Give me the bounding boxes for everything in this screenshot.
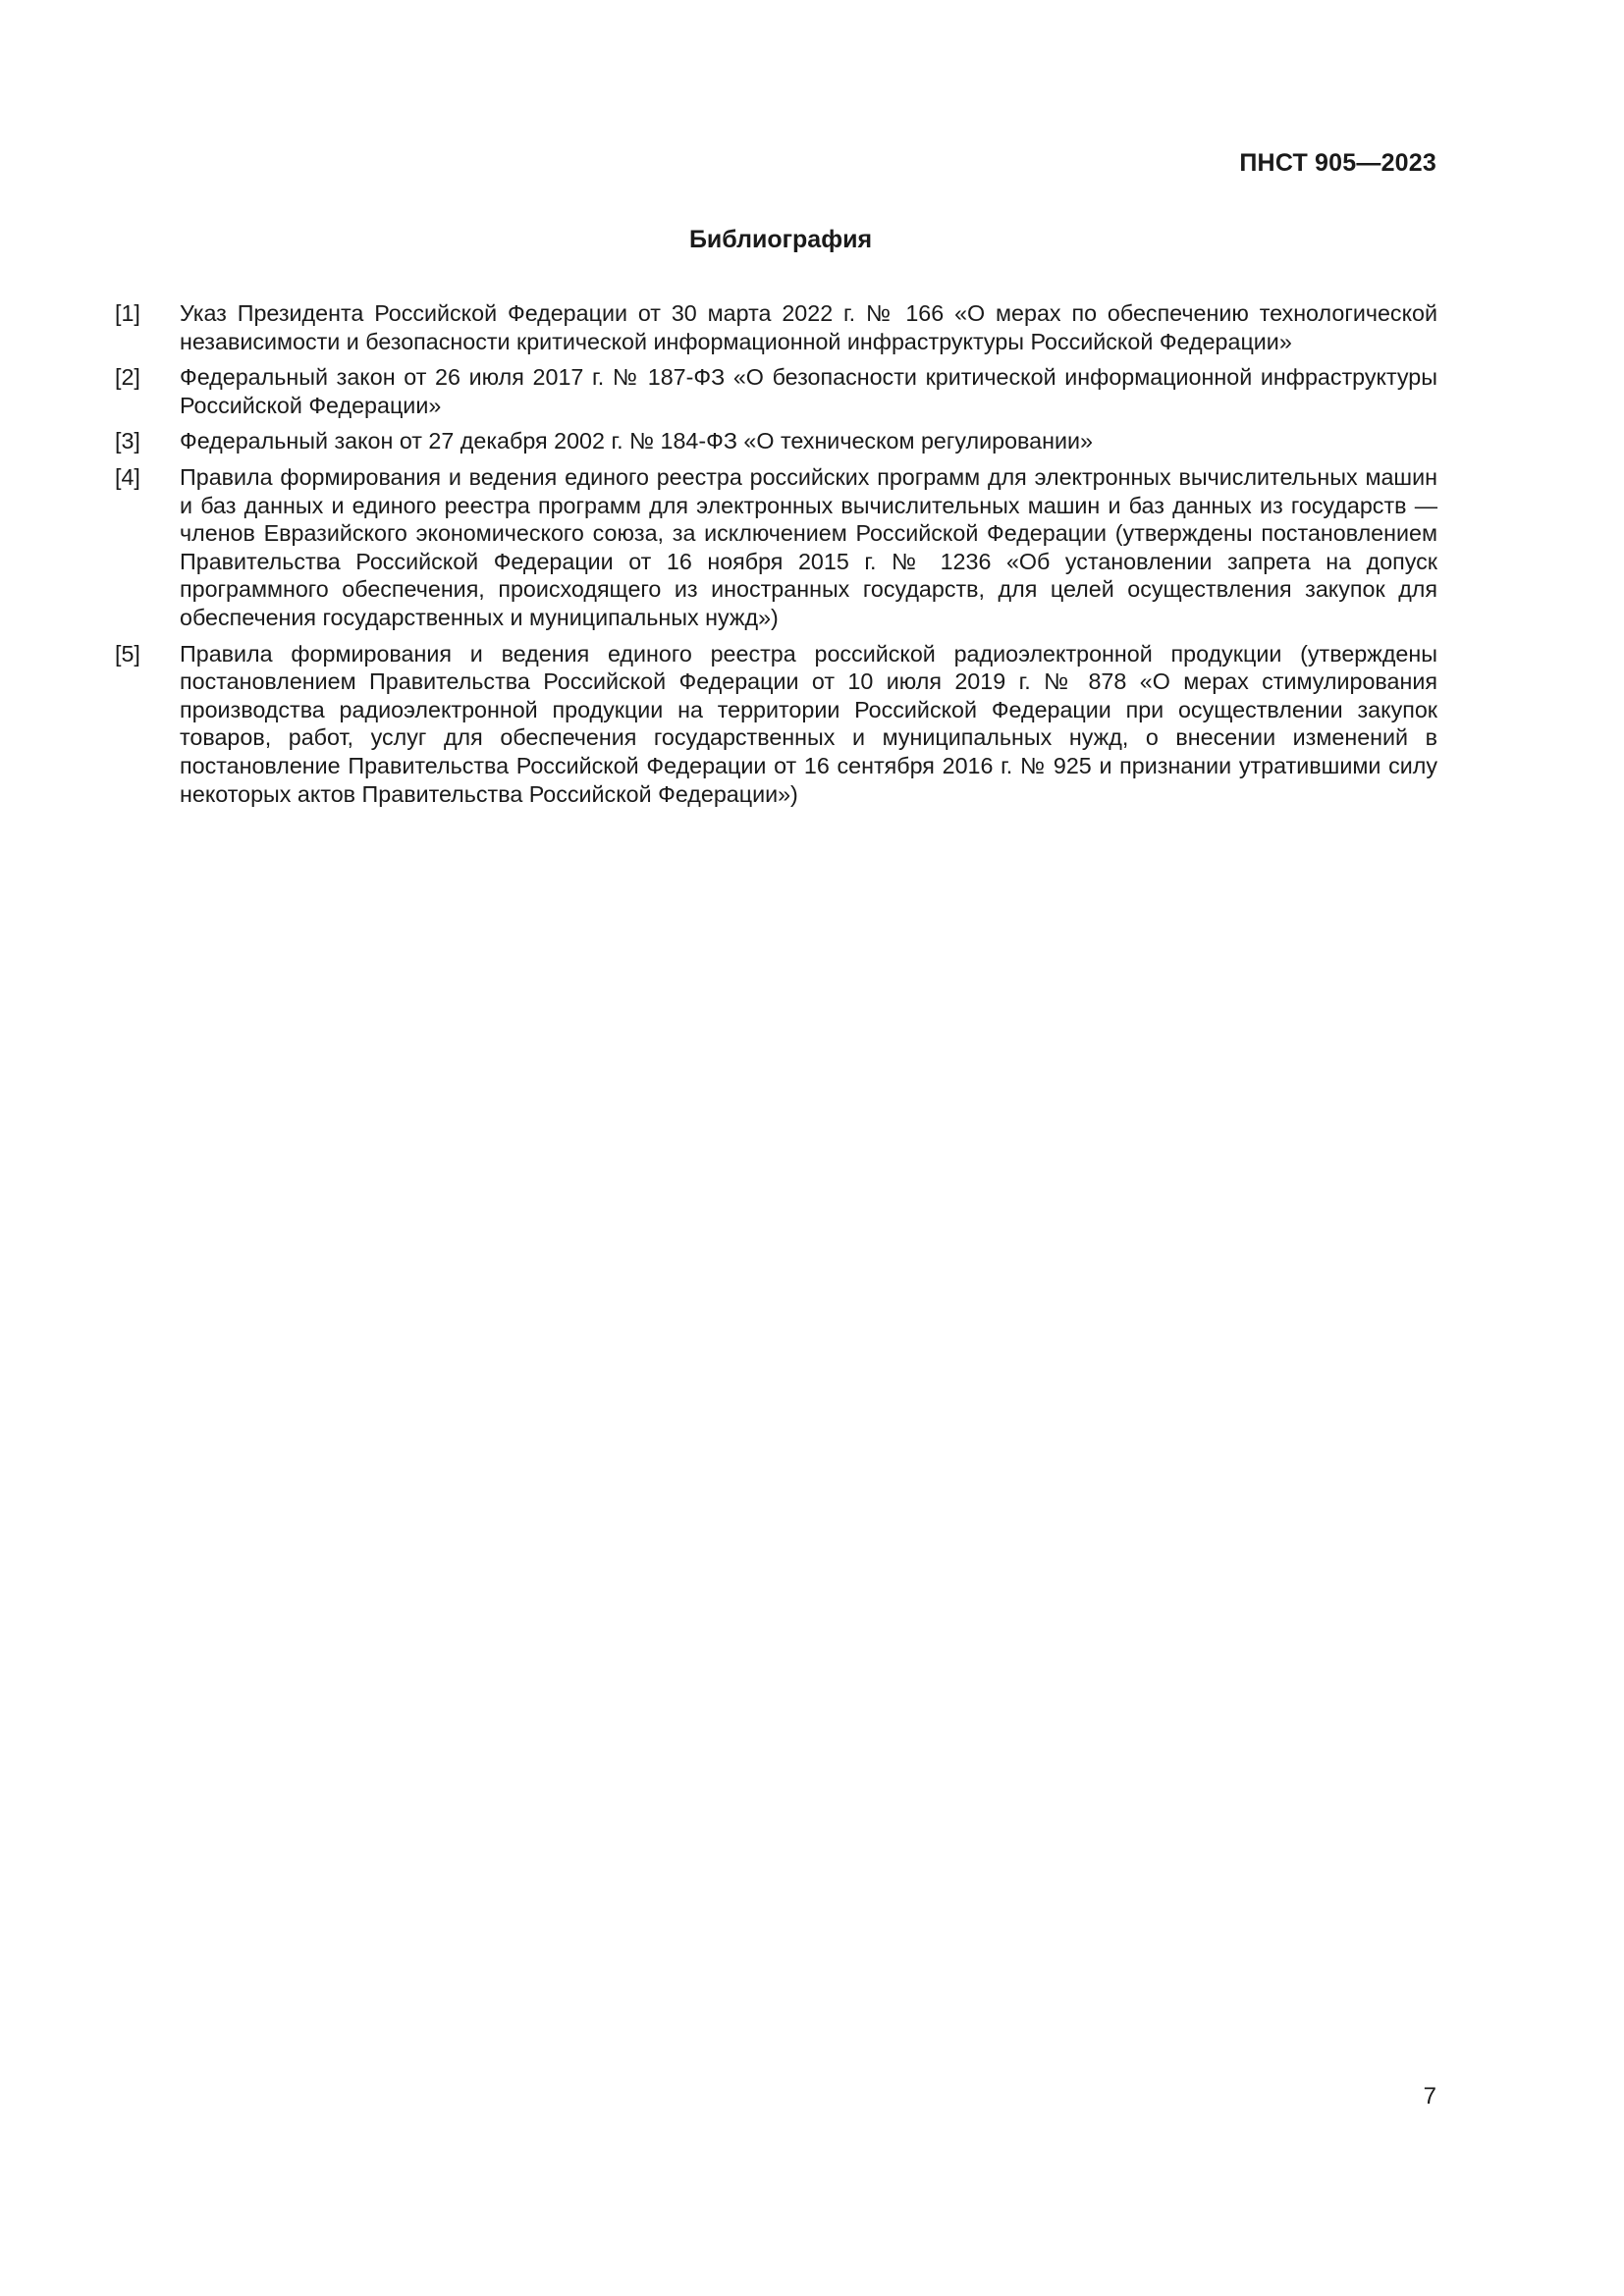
entry-number: [1]: [115, 300, 140, 326]
entry-text: Правила формирования и ведения единого реестра российской радиоэлектронной продукции (утверждены постановлением Правительства Российской Федерации от 10 июля 2019 г. № 878 «О мерах стимулирования производства радиоэлектронной продукции на территории Российской Федерации при осуществлении закупок товаров, работ, услуг для обеспечения государственных и муниципальных нужд, о внесении изменений в постановление Правительства Российской Федерации от 16 сентября 2016 г. № 925 и признании утратившими силу некоторых актов Правительства Российской Федерации»): [180, 640, 1437, 807]
entry-text: Указ Президента Российской Федерации от 30 марта 2022 г. № 166 «О мерах по обеспечению технологической независимости и безопасности критической информационной инфраструктуры Российской Федерации»: [180, 300, 1437, 354]
bibliography-entry: [115, 363, 1437, 419]
bibliography-entry: [115, 640, 1437, 809]
entry-number: [4]: [115, 463, 140, 490]
bibliography-list: [115, 299, 1437, 816]
entry-number: [5]: [115, 640, 140, 667]
document-code: ПНСТ 905—2023: [1239, 149, 1436, 177]
entry-text: Федеральный закон от 27 декабря 2002 г. № 184-ФЗ «О техническом регулировании»: [180, 428, 1093, 454]
entry-number: [3]: [115, 428, 140, 454]
entry-number: [2]: [115, 364, 140, 391]
bibliography-entry: [115, 299, 1437, 355]
bibliography-title: Библиография: [688, 226, 873, 253]
bibliography-entry: [115, 427, 1437, 455]
page-number: 7: [1423, 2083, 1436, 2109]
entry-text: Правила формирования и ведения единого реестра российских программ для электронных вычислительных машин и баз данных и единого реестра программ для электронных вычислительных машин и баз данных из государств — членов Евразийского экономического союза, за исключением Российской Федерации (утверждены постановлением Правительства Российской Федерации от 16 ноября 2015 г. № 1236 «Об установлении запрета на допуск программного обеспечения, происходящего из иностранных государств, для целей осуществления закупок для обеспечения государственных и муниципальных нужд»): [180, 463, 1437, 630]
entry-text: Федеральный закон от 26 июля 2017 г. № 187-ФЗ «О безопасности критической информационной инфраструктуры Российской Федерации»: [180, 364, 1437, 418]
bibliography-entry: [115, 463, 1437, 632]
